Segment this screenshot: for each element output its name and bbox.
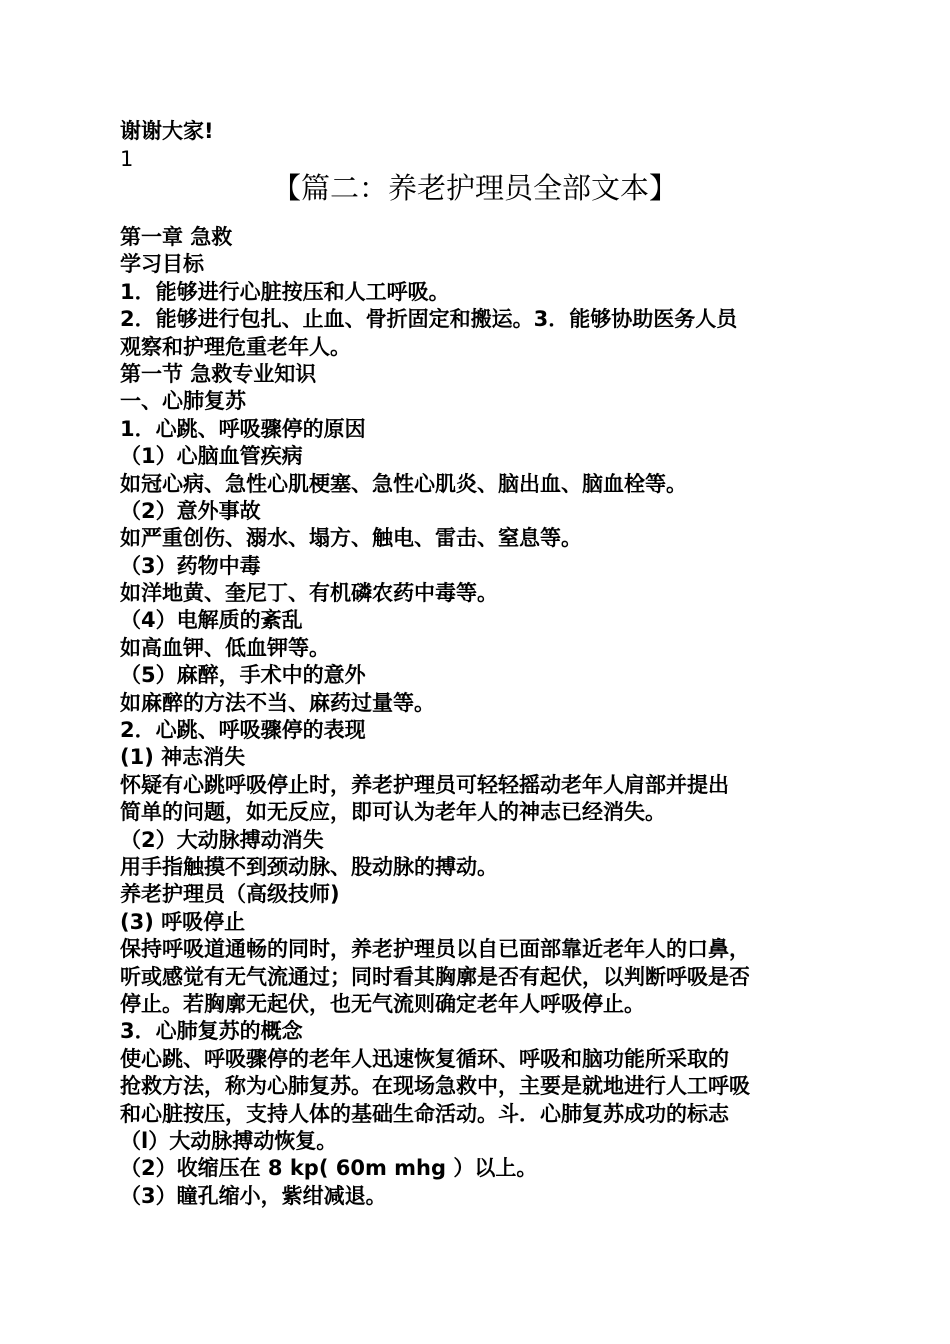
learning-goals-heading: 学习目标 [120, 252, 204, 276]
body-line: 简单的问题，如无反应，即可认为老年人的神志已经消失。 [120, 800, 666, 824]
item-heading: 3．心肺复苏的概念 [120, 1019, 303, 1043]
item-subheading: （3）瞳孔缩小，紫绀减退。 [120, 1184, 387, 1208]
section-heading: 第一节 急救专业知识 [120, 362, 317, 386]
item-subheading: （1）心脑血管疾病 [120, 444, 303, 468]
body-line: 如麻醉的方法不当、麻药过量等。 [120, 691, 435, 715]
body-line: 听或感觉有无气流通过；同时看其胸廓是否有起伏，以判断呼吸是否 [120, 965, 750, 989]
body-line: 如高血钾、低血钾等。 [120, 636, 330, 660]
item-subheading: （l）大动脉搏动恢复。 [120, 1129, 338, 1153]
subsection-heading: 一、心肺复苏 [120, 389, 246, 413]
body-line: 观察和护理危重老年人。 [120, 335, 351, 359]
body-line: 用手指触摸不到颈动脉、股动脉的搏动。 [120, 855, 498, 879]
item-heading: 2．心跳、呼吸骤停的表现 [120, 718, 366, 742]
body-line: 使心跳、呼吸骤停的老年人迅速恢复循环、呼吸和脑功能所采取的 [120, 1047, 729, 1071]
item-subheading: （2）大动脉搏动消失 [120, 828, 324, 852]
body-line: 怀疑有心跳呼吸停止时，养老护理员可轻轻摇动老年人肩部并提出 [120, 773, 729, 797]
item-heading: 1．心跳、呼吸骤停的原因 [120, 417, 366, 441]
body-line: 1．能够进行心脏按压和人工呼吸。 [120, 280, 450, 304]
item-subheading: (1) 神志消失 [120, 745, 246, 769]
chapter-heading: 第一章 急救 [120, 225, 233, 249]
body-line: 抢救方法，称为心肺复苏。在现场急救中，主要是就地进行人工呼吸 [120, 1074, 750, 1098]
item-subheading: （4）电解质的紊乱 [120, 608, 303, 632]
page-marker: 1 [120, 147, 134, 171]
body-line: 和心脏按压，支持人体的基础生命活动。斗．心肺复苏成功的标志 [120, 1102, 729, 1126]
body-line: 如洋地黄、奎尼丁、有机磷农药中毒等。 [120, 581, 498, 605]
body-line: 如严重创伤、溺水、塌方、触电、雷击、窒息等。 [120, 526, 582, 550]
closing-thanks: 谢谢大家! [120, 119, 214, 143]
item-subheading: (3) 呼吸停止 [120, 910, 246, 934]
item-subheading: （2）收缩压在 8 kp( 60m mhg ）以上。 [120, 1156, 538, 1180]
item-subheading: （5）麻醉，手术中的意外 [120, 663, 366, 687]
item-subheading: （3）药物中毒 [120, 554, 261, 578]
item-subheading: （2）意外事故 [120, 499, 261, 523]
running-header: 养老护理员（高级技师) [120, 882, 340, 906]
section-title: 【篇二：养老护理员全部文本】 [271, 171, 678, 205]
body-line: 2．能够进行包扎、止血、骨折固定和搬运。3．能够协助医务人员 [120, 307, 738, 331]
body-line: 停止。若胸廓无起伏，也无气流则确定老年人呼吸停止。 [120, 992, 645, 1016]
body-line: 如冠心病、急性心肌梗塞、急性心肌炎、脑出血、脑血栓等。 [120, 472, 687, 496]
body-line: 保持呼吸道通畅的同时，养老护理员以自已面部靠近老年人的口鼻， [120, 937, 750, 961]
